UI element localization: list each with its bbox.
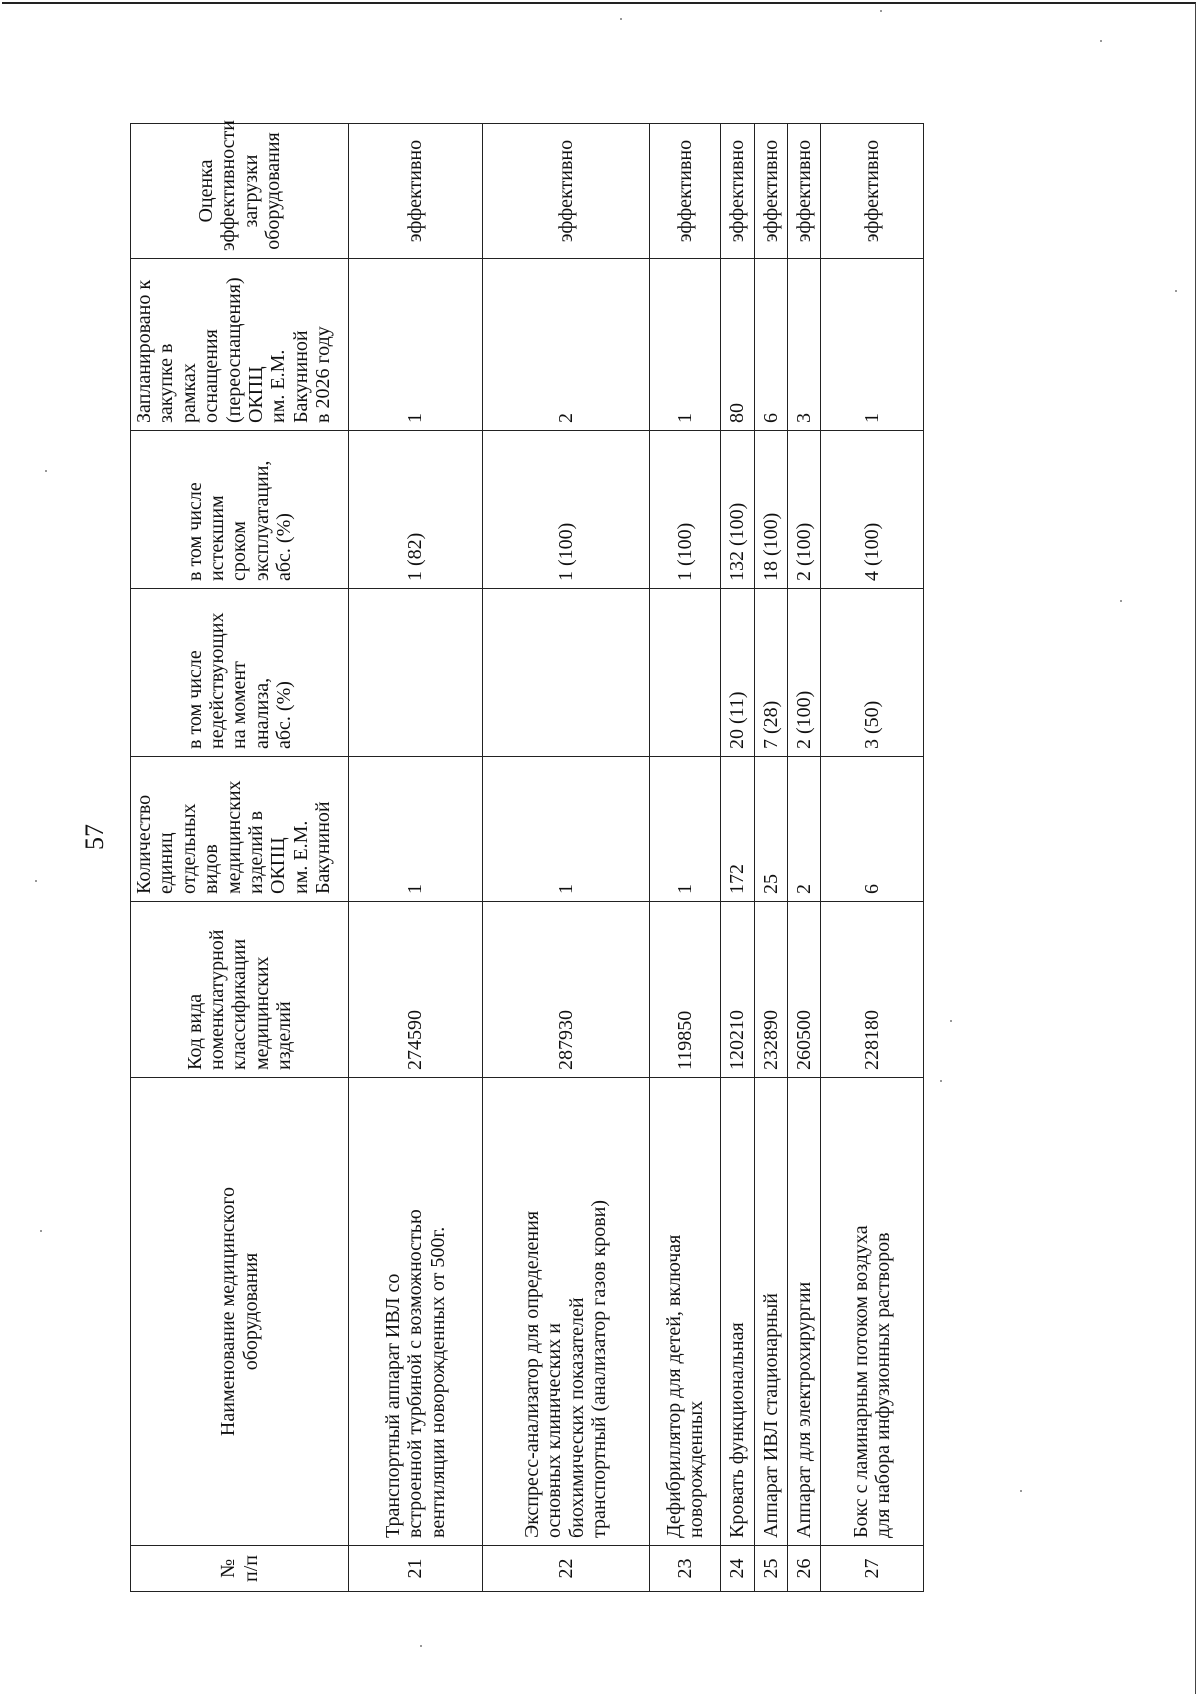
- cell-inactive: 7 (28): [754, 589, 787, 757]
- header-code: Код вида номенклатурной классификации медицинских изделий: [131, 902, 349, 1078]
- table-row: [482, 124, 649, 1592]
- cell-qty: 1: [649, 757, 720, 902]
- cell-eval: эффективно: [821, 124, 924, 259]
- cell-qty: 1: [349, 757, 483, 902]
- cell-inactive: 3 (50): [821, 589, 924, 757]
- cell-planned: 3: [788, 259, 821, 431]
- cell-planned: 6: [754, 259, 787, 431]
- cell-no: 21: [349, 1546, 483, 1592]
- table-row: [349, 124, 483, 1592]
- cell-code: 228180: [821, 902, 924, 1078]
- speck: [420, 1645, 422, 1647]
- header-expired: в том числе истекшим сроком эксплуатации, абс. (%): [131, 431, 349, 589]
- speck: [40, 1230, 42, 1232]
- cell-expired: 1 (100): [649, 431, 720, 589]
- cell-name: Экспресс-анализатор для определения основных клинических и биохимических показателей транспортный (анализатор газов крови): [482, 1078, 649, 1546]
- page-number: 57: [80, 824, 109, 850]
- speck: [940, 1080, 942, 1082]
- cell-eval: эффективно: [754, 124, 787, 259]
- table-row: [649, 124, 720, 1592]
- cell-qty: 172: [721, 757, 754, 902]
- table-row: [754, 124, 787, 1592]
- speck: [950, 1020, 952, 1022]
- cell-expired: 132 (100): [721, 431, 754, 589]
- cell-eval: эффективно: [721, 124, 754, 259]
- table-row: [788, 124, 821, 1592]
- cell-name: Аппарат ИВЛ стационарный: [754, 1078, 787, 1546]
- header-eval: Оценка эффективности загрузки оборудования: [131, 124, 349, 259]
- header-name: Наименование медицинского оборудования: [131, 1078, 349, 1546]
- cell-qty: 25: [754, 757, 787, 902]
- cell-eval: эффективно: [788, 124, 821, 259]
- cell-eval: эффективно: [349, 124, 483, 259]
- cell-no: 23: [649, 1546, 720, 1592]
- cell-code: 274590: [349, 902, 483, 1078]
- speck: [1100, 40, 1102, 42]
- cell-code: 119850: [649, 902, 720, 1078]
- speck: [1120, 600, 1122, 602]
- header-inactive: в том числе недействующих на момент анализа, абс. (%): [131, 589, 349, 757]
- cell-expired: 18 (100): [754, 431, 787, 589]
- cell-inactive: [482, 589, 649, 757]
- cell-expired: 2 (100): [788, 431, 821, 589]
- cell-name: Аппарат для электрохирургии: [788, 1078, 821, 1546]
- cell-no: 24: [721, 1546, 754, 1592]
- speck: [45, 470, 47, 472]
- cell-name: Кровать функциональная: [721, 1078, 754, 1546]
- speck: [1020, 1490, 1022, 1492]
- speck: [35, 880, 37, 882]
- cell-eval: эффективно: [482, 124, 649, 259]
- cell-code: 287930: [482, 902, 649, 1078]
- cell-no: 25: [754, 1546, 787, 1592]
- table-row: [821, 124, 924, 1592]
- speck: [620, 18, 622, 20]
- cell-no: 27: [821, 1546, 924, 1592]
- cell-code: 120210: [721, 902, 754, 1078]
- cell-inactive: 20 (11): [721, 589, 754, 757]
- cell-planned: 1: [649, 259, 720, 431]
- cell-name: Бокс с ламинарным потоком воздуха для набора инфузионных растворов: [821, 1078, 924, 1546]
- cell-inactive: [349, 589, 483, 757]
- cell-code: 232890: [754, 902, 787, 1078]
- rotated-table-container: [130, 119, 924, 1592]
- cell-qty: 1: [482, 757, 649, 902]
- cell-planned: 2: [482, 259, 649, 431]
- cell-no: 22: [482, 1546, 649, 1592]
- cell-inactive: 2 (100): [788, 589, 821, 757]
- table-row: [721, 124, 754, 1592]
- cell-inactive: [649, 589, 720, 757]
- cell-planned: 1: [821, 259, 924, 431]
- cell-no: 26: [788, 1546, 821, 1592]
- cell-expired: 1 (100): [482, 431, 649, 589]
- cell-code: 260500: [788, 902, 821, 1078]
- cell-qty: 2: [788, 757, 821, 902]
- cell-planned: 1: [349, 259, 483, 431]
- cell-name: Дефибриллятор для детей, включая новорожденных: [649, 1078, 720, 1546]
- header-row: [131, 124, 349, 1592]
- equipment-table: [130, 119, 924, 1592]
- cell-expired: 1 (82): [349, 431, 483, 589]
- header-planned: Запланировано к закупке в рамках оснащения (переоснащения) ОКПЦ им. Е.М. Бакуниной в 2026 году: [131, 259, 349, 431]
- speck: [880, 10, 882, 12]
- cell-name: Транспортный аппарат ИВЛ со встроенной турбиной с возможностью вентиляции новорожденных от 500г.: [349, 1078, 483, 1546]
- header-qty: Количество единиц отдельных видов медицинских изделий в ОКПЦ им. Е.М. Бакуниной: [131, 757, 349, 902]
- cell-qty: 6: [821, 757, 924, 902]
- cell-planned: 80: [721, 259, 754, 431]
- cell-eval: эффективно: [649, 124, 720, 259]
- cell-expired: 4 (100): [821, 431, 924, 589]
- header-no: № п/п: [131, 1546, 349, 1592]
- speck: [1175, 290, 1177, 292]
